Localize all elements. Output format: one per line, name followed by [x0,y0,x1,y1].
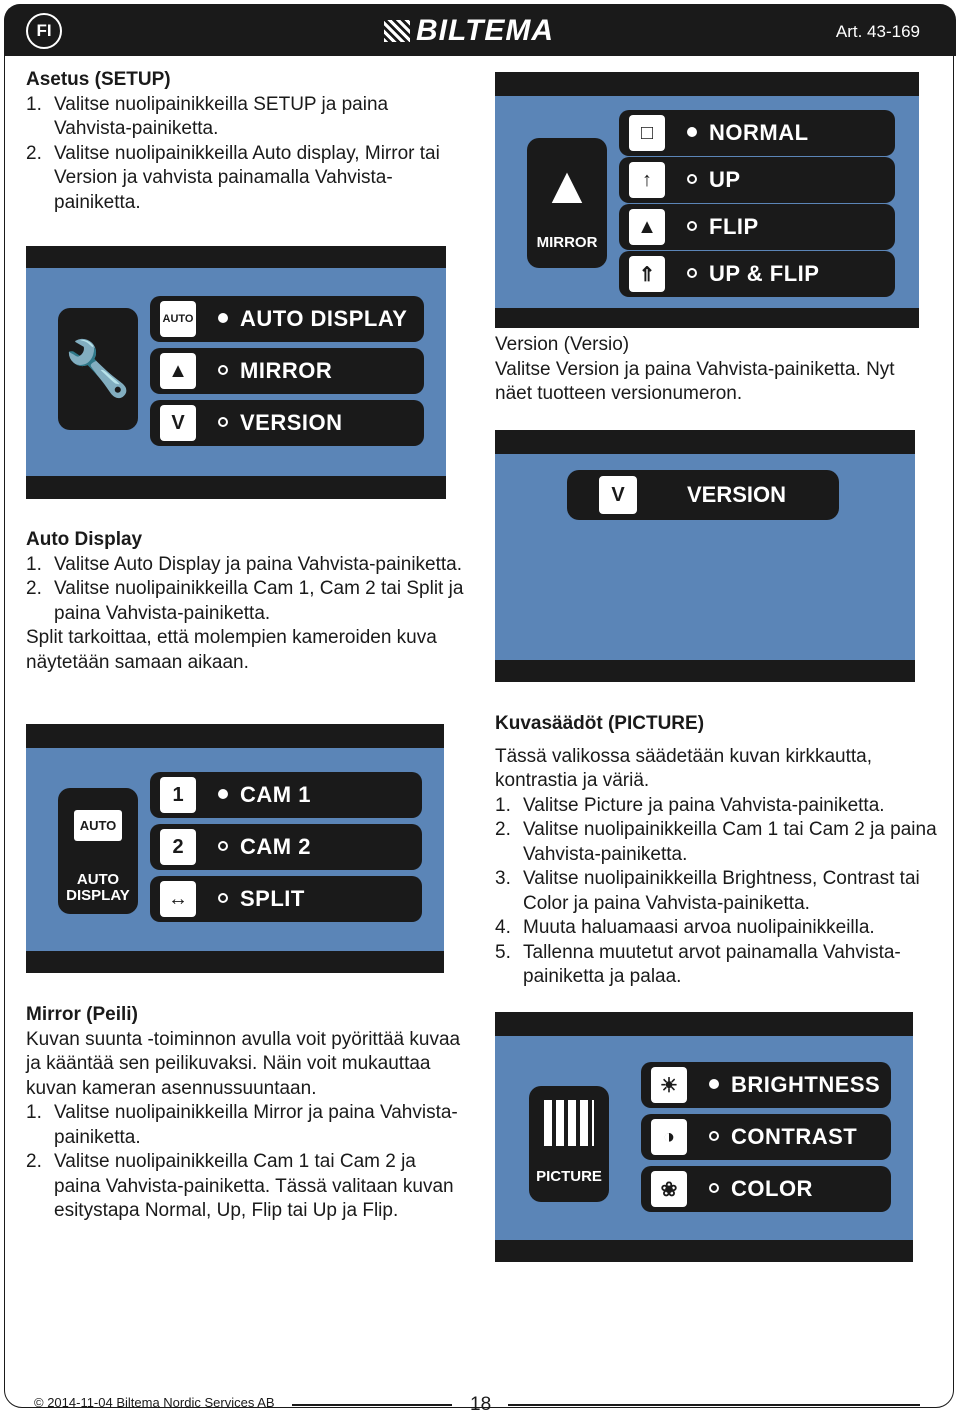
sun-icon: ☀ [651,1067,687,1103]
list-item: 1. Valitse nuolipainikkeilla SETUP ja paina Vahvista-painiketta. [26,93,389,139]
brand-name: BILTEMA [416,14,555,47]
footer-rule-left [292,1404,452,1406]
selected-dot [218,789,228,799]
auto-display-screen [26,724,444,973]
picture-text: Tässä valikossa säädetään kuvan kirkkautta, kontrastia ja väriä. [495,745,873,791]
option-dot [218,365,228,375]
picture-screen [495,1012,913,1262]
camera-2-icon: 2 [160,829,196,865]
mirror-text: Kuvan suunta -toiminnon avulla voit pyörittää kuvaa ja kääntää sen peilikuvaksi. Näin voit mukauttaa kuvan kameran asennussuuntaan. [26,1028,461,1099]
menu-item-cam-1[interactable]: 1 CAM 1 [150,772,422,818]
arrow-up-icon: ↑ [629,162,665,198]
menu-item-up-and-flip[interactable]: ⇑ UP & FLIP [619,251,895,297]
auto-display-note: Split tarkoittaa, että molempien kameroiden kuva näytetään samaan aikaan. [26,627,437,673]
up-flip-icon: ⇑ [629,256,665,292]
version-bar: V VERSION [567,470,839,520]
option-dot [218,841,228,851]
menu-item-contrast[interactable]: ◑ CONTRAST [641,1114,891,1160]
option-dot [218,417,228,427]
menu-item-auto-display[interactable]: AUTO AUTO DISPLAY [150,296,424,342]
menu-item-mirror[interactable]: ▲ MIRROR [150,348,424,394]
list-item: 1. Valitse nuolipainikkeilla Mirror ja paina Vahvista-painiketta. [26,1102,458,1148]
setup-tile [58,308,138,430]
auto-display-section [26,528,466,675]
auto-display-steps [26,553,466,627]
checkered-flag-icon [384,20,410,42]
menu-item-normal[interactable]: □ NORMAL [619,110,895,156]
camera-1-icon: 1 [160,777,196,813]
mirror-steps [26,1101,466,1224]
option-dot [218,893,228,903]
mirror-icon: ▲ [541,157,593,215]
menu-item-color[interactable]: ❀ COLOR [641,1166,891,1212]
brand-logo [384,14,554,48]
setup-section [26,68,466,215]
picture-tile: PICTURE [529,1086,609,1202]
option-dot [687,174,697,184]
option-dot [709,1131,719,1141]
mirror-title: Mirror (Peili) [26,1004,138,1025]
selected-dot [709,1079,719,1089]
menu-item-brightness[interactable]: ☀ BRIGHTNESS [641,1062,891,1108]
split-icon: ↔ [160,881,196,917]
menu-item-up[interactable]: ↑ UP [619,157,895,203]
footer-rule-right [508,1404,920,1406]
wrench-icon: 🔧 [64,339,132,399]
list-item: 2. Valitse nuolipainikkeilla Cam 1 tai Cam 2 ja paina Vahvista-painiketta. [495,819,937,865]
flip-icon: ▲ [629,209,665,245]
color-icon: ❀ [651,1171,687,1207]
version-document-icon: V [160,405,196,441]
version-title: Version (Versio) [495,334,630,355]
picture-title: Kuvasäädöt (PICTURE) [495,713,705,734]
mirror-icon: ▲ [160,353,196,389]
auto-display-tile: AUTO AUTO DISPLAY [58,788,138,914]
picture-grid-icon [529,1100,609,1151]
version-text: Valitse Version ja paina Vahvista-painiketta. Nyt näet tuotteen versionumeron. [495,358,895,404]
monitor-icon: AUTO [58,810,138,841]
list-item: 2. Valitse nuolipainikkeilla Cam 1, Cam 2 tai Split ja paina Vahvista-painiketta. [26,578,464,624]
list-item: 2. Valitse nuolipainikkeilla Auto display, Mirror tai Version ja vahvista painamalla Vahvista-painiketta. [26,142,440,213]
version-screen [495,430,915,682]
article-number: Art. 43-169 [835,22,920,41]
mirror-screen [495,72,919,328]
option-dot [709,1183,719,1193]
option-dot [687,268,697,278]
language-badge: FI [26,13,62,49]
mirror-tile: ▲ MIRROR [527,138,607,268]
page-number: 18 [470,1394,492,1415]
square-icon: □ [629,115,665,151]
mirror-section [26,1003,466,1224]
setup-title: Asetus (SETUP) [26,69,171,90]
list-item: 5. Tallenna muutetut arvot painamalla Vahvista-painiketta ja palaa. [495,941,901,987]
menu-item-flip[interactable]: ▲ FLIP [619,204,895,250]
list-item: 1. Valitse Picture ja paina Vahvista-painiketta. [495,794,885,816]
version-section [495,333,925,407]
auto-display-icon: AUTO [160,301,196,337]
copyright: © 2014-11-04 Biltema Nordic Services AB [34,1395,275,1410]
menu-item-split[interactable]: ↔ SPLIT [150,876,422,922]
version-document-icon: V [599,476,637,514]
menu-item-cam-2[interactable]: 2 CAM 2 [150,824,422,870]
list-item: 2. Valitse nuolipainikkeilla Cam 1 tai Cam 2 ja paina Vahvista-painiketta. Tässä valitaan kuvan esitystapa Normal, Up, Flip tai Up ja Flip. [26,1151,454,1221]
option-dot [687,221,697,231]
list-item: 4. Muuta haluamaasi arvoa nuolipainikkeilla. [495,917,875,938]
auto-display-title: Auto Display [26,529,143,550]
contrast-icon: ◑ [651,1119,687,1155]
selected-dot [687,127,697,137]
list-item: 3. Valitse nuolipainikkeilla Brightness, Contrast tai Color ja paina Vahvista-painiketta. [495,868,920,914]
picture-steps [495,794,940,990]
menu-item-version[interactable]: V VERSION [150,400,424,446]
picture-section [495,712,940,990]
page-header [4,4,956,56]
selected-dot [218,313,228,323]
setup-screen [26,246,446,499]
setup-steps [26,93,466,216]
list-item: 1. Valitse Auto Display ja paina Vahvista-painiketta. [26,553,463,575]
